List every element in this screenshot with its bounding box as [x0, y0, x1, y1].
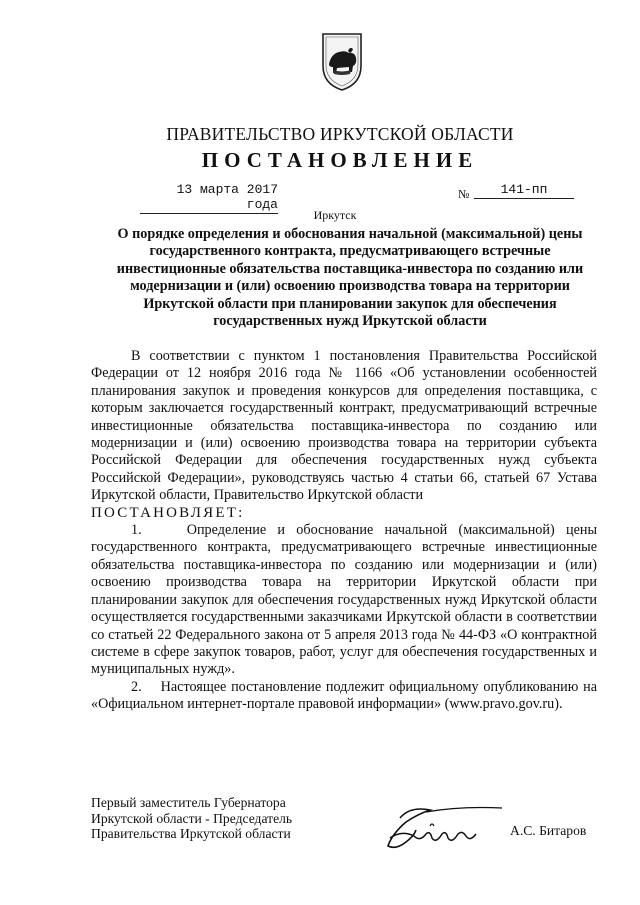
- item-2-paragraph: 2. Настоящее постановление подлежит официальному опубликованию на «Официальном интернет-портале правовой информации» (www.pravo.gov.ru).: [91, 678, 601, 713]
- coat-of-arms-icon: [319, 30, 365, 92]
- decree-word: ПОСТАНОВЛЯЕТ:: [91, 504, 245, 521]
- document-type: ПОСТАНОВЛЕНИЕ: [201, 148, 479, 172]
- preamble-paragraph: В соответствии с пунктом 1 постановления Правительства Российской Федерации от 12 ноября 2016 года № 1166 «Об установлении особенностей планирования закупок и проведения конкурсов для определения поставщика, с которым заключается государственный контракт, предусматривающий встречные инвестиционные обязательства поставщика-инвестора по созданию или модернизации и (или) освоению производства товара на территории субъекта Российской Федерации для обеспечения государственных нужд субъекта Российской Федерации», руководствуясь частью 4 статьи 66, статьей 67 Устава Иркутской области, Правительство Иркутской области: [91, 348, 597, 504]
- document-body: [91, 348, 601, 714]
- document-date: 13 марта 2017 года: [140, 182, 278, 214]
- position-line: Правительства Иркутской области: [91, 826, 291, 842]
- organization-name: ПРАВИТЕЛЬСТВО ИРКУТСКОЙ ОБЛАСТИ: [166, 124, 514, 144]
- document-number: 141-пп: [474, 182, 574, 199]
- number-label: №: [458, 187, 470, 201]
- position-line: Иркутской области - Председатель: [91, 810, 293, 826]
- signatory-position: [91, 795, 292, 842]
- document-title: О порядке определения и обоснования начальной (максимальной) цены государственного контракта, предусматривающего встречные инвестиционные обязательства поставщика-инвестора по созданию или модернизации и (или) освоению производства товара на территории Иркутской области при планировании закупок для обеспечения государственных нужд Иркутской области: [116, 226, 584, 330]
- item-1-paragraph: 1. Определение и обоснование начальной (максимальной) цены государственного контракта, предусматривающего встречные инвестиционные обязательства поставщика-инвестора по созданию или модернизации и (или) освоению производства товара на территории Иркутской области при планировании закупок для обеспечения государственных нужд Иркутской области осуществляется государственными заказчиками Иркутской области в соответствии со статьей 22 Федерального закона от 5 апреля 2013 года № 44-ФЗ «О контрактной системе в сфере закупок товаров, работ, услуг для обеспечения государственных и муниципальных нужд».: [91, 522, 601, 678]
- signatory-name: А.С. Битаров: [510, 823, 587, 838]
- position-line: Первый заместитель Губернатора: [91, 795, 286, 810]
- handwritten-signature: [370, 800, 510, 860]
- city: Иркутск: [313, 208, 357, 222]
